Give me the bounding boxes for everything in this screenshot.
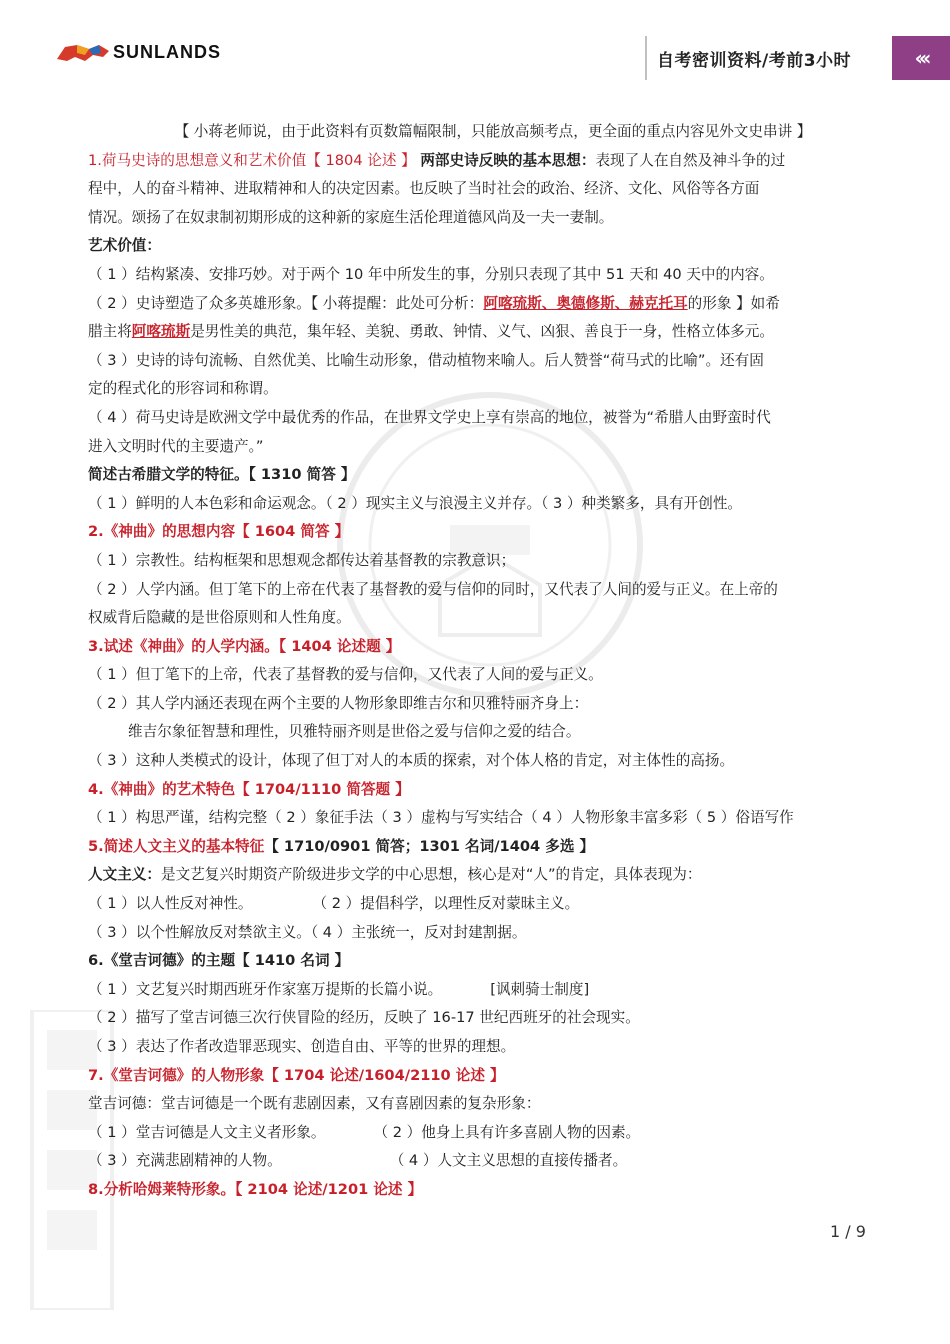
paragraph-line: 堂吉诃德：堂吉诃德是一个既有悲剧因素，又有喜剧因素的复杂形象：: [88, 1095, 541, 1113]
paragraph-line: （ 1 ）鲜明的人本色彩和命运观念。（ 2 ）现实主义与浪漫主义并存。（ 3 ）种类繁多，具有开创性。: [88, 494, 743, 512]
paragraph-line: （ 3 ）表达了作者改造罪恶现实、创造自由、平等的世界的理想。: [88, 1038, 516, 1055]
paragraph-line: 程中，人的奋斗精神、进取精神和人的决定因素。也反映了当时社会的政治、经济、文化、风俗等各方面: [88, 180, 760, 198]
paragraph-line: （ 1 ）宗教性。结构框架和思想观念都传达着基督教的宗教意识；: [88, 551, 516, 569]
bold-label: 人文主义：: [88, 866, 161, 884]
paragraph-line: （ 3 ）以个性解放反对禁欲主义。（ 4 ）主张统一，反对封建割据。: [88, 923, 527, 941]
sunlands-logo: [55, 40, 221, 64]
section-5-heading: [88, 833, 878, 862]
lion-logo-icon: [55, 41, 111, 63]
paragraph-line: （ 2 ）描写了堂吉诃德三次行侠冒险的经历，反映了 16-17 世纪西班牙的社会现实。: [88, 1009, 640, 1027]
text-span: （ 2 ）史诗塑造了众多英雄形象。【 小蒋提醒：此处可分析：: [88, 294, 484, 312]
highlight-name: 阿喀琉斯: [131, 323, 191, 341]
paragraph-line: [88, 890, 878, 919]
paragraph-line: （ 3 ）史诗的诗句流畅、自然优美、比喻生动形象，借动植物来喻人。后人赞誉“荷马式的比喻”。还有固: [88, 351, 764, 369]
intro-note: 【 小蒋老师说，由于此资料有页数篇幅限制，只能放高频考点，更全面的重点内容见外文史串讲 】: [174, 123, 812, 140]
section-4-heading: 4.《神曲》的艺术特色【 1704/1110 简答题 】: [88, 780, 410, 798]
highlight-names: 阿喀琉斯、奥德修斯、赫克托耳: [483, 294, 688, 312]
logo-text: SUNLANDS: [113, 41, 222, 62]
paragraph-line: 进入文明时代的主要遗产。”: [88, 437, 264, 455]
section-8-heading: 8.分析哈姆莱特形象。【 2104 论述/1201 论述 】: [88, 1180, 423, 1198]
paragraph-line: [88, 861, 878, 890]
paragraph-line: [88, 1147, 878, 1176]
text-span: （ 1 ）以人性反对神性。: [88, 895, 253, 913]
text-span: （ 2 ）他身上具有许多喜剧人物的因素。: [373, 1123, 641, 1141]
paragraph-line: [88, 1119, 878, 1148]
chevron-left-icon: ‹‹‹: [892, 36, 950, 80]
text-span: （ 1 ）堂吉诃德是人文主义者形象。: [88, 1123, 326, 1141]
header-banner: [645, 36, 895, 80]
paragraph-line: 情况。颂扬了在奴隶制初期形成的这种新的家庭生活伦理道德风尚及一夫一妻制。: [88, 208, 614, 226]
paragraph-line: 定的程式化的形容词和称谓。: [88, 380, 278, 398]
section-1-heading: [88, 147, 878, 176]
page-header: [0, 0, 950, 95]
greek-literature-heading: 简述古希腊文学的特征。【 1310 简答 】: [88, 466, 356, 484]
text-span: （ 4 ）人文主义思想的直接传播者。: [389, 1152, 628, 1170]
section-title: 5.简述人文主义的基本特征: [88, 837, 265, 855]
paragraph-line: （ 3 ）这种人类模式的设计，体现了但丁对人的本质的探索，对个体人格的肯定，对主体性的高扬。: [88, 752, 735, 770]
section-2-heading: 2.《神曲》的思想内容【 1604 简答 】: [88, 523, 350, 541]
text-span: 是男性美的典范，集年轻、美貌、勇敢、钟情、义气、凶狠、善良于一身，性格立体多元。: [190, 323, 774, 341]
text-span: （ 2 ）提倡科学，以理性反对蒙昧主义。: [312, 895, 580, 913]
text-span: 的形象 】如希: [687, 294, 780, 312]
text-span: （ 1 ）文艺复兴时期西班牙作家塞万提斯的长篇小说。: [88, 980, 443, 998]
bold-label: 两部史诗反映的基本思想：: [420, 151, 596, 169]
section-7-heading: 7.《堂吉诃德》的人物形象【 1704 论述/1604/2110 论述 】: [88, 1066, 505, 1084]
paragraph-line: （ 2 ）其人学内涵还表现在两个主要的人物形象即维吉尔和贝雅特丽齐身上：: [88, 694, 589, 712]
document-body: [88, 118, 878, 1205]
paragraph-line: 维吉尔象征智慧和理性，贝雅特丽齐则是世俗之爱与信仰之爱的结合。: [128, 723, 581, 741]
page-number: 1 / 9: [830, 1222, 866, 1241]
text-span: 表现了人在自然及神斗争的过: [595, 151, 786, 169]
section-title: 1.荷马史诗的思想意义和艺术价值【 1804 论述 】: [88, 151, 416, 169]
paragraph-line: [88, 290, 878, 319]
banner-title: 自考密训资料/考前3小时: [657, 50, 852, 71]
paragraph-line: （ 1 ）构思严谨，结构完整（ 2 ）象征手法（ 3 ）虚构与写实结合（ 4 ）人物形象丰富多彩（ 5 ）俗语写作: [88, 809, 794, 827]
text-span: 腊主将: [88, 323, 132, 341]
paragraph-line: （ 4 ）荷马史诗是欧洲文学中最优秀的作品，在世界文学史上享有崇高的地位，被誉为“希腊人由野蛮时代: [88, 408, 771, 426]
subheading: 艺术价值：: [88, 237, 161, 255]
text-span: 是文艺复兴时期资产阶级进步文学的中心思想，核心是对“人”的肯定，具体表现为：: [160, 866, 702, 884]
paragraph-line: （ 1 ）但丁笔下的上帝，代表了基督教的爱与信仰，又代表了人间的爱与正义。: [88, 666, 603, 684]
paragraph-line: [88, 318, 878, 347]
section-3-heading: 3.试述《神曲》的人学内涵。【 1404 论述题 】: [88, 637, 401, 655]
exam-tag: 【 1710/0901 简答；1301 名词/1404 多选 】: [264, 837, 595, 855]
text-span: [讽刺骑士制度]: [490, 980, 590, 998]
paragraph-line: [88, 976, 878, 1005]
text-span: （ 3 ）充满悲剧精神的人物。: [88, 1152, 282, 1170]
section-6-heading: 6.《堂吉诃德》的主题【 1410 名词 】: [88, 952, 350, 970]
paragraph-line: （ 1 ）结构紧凑、安排巧妙。对于两个 10 年中所发生的事，分别只表现了其中 51 天和 40 天中的内容。: [88, 265, 774, 283]
paragraph-line: （ 2 ）人学内涵。但丁笔下的上帝在代表了基督教的爱与信仰的同时，又代表了人间的爱与正义。在上帝的: [88, 580, 778, 598]
paragraph-line: 权威背后隐藏的是世俗原则和人性角度。: [88, 609, 351, 627]
